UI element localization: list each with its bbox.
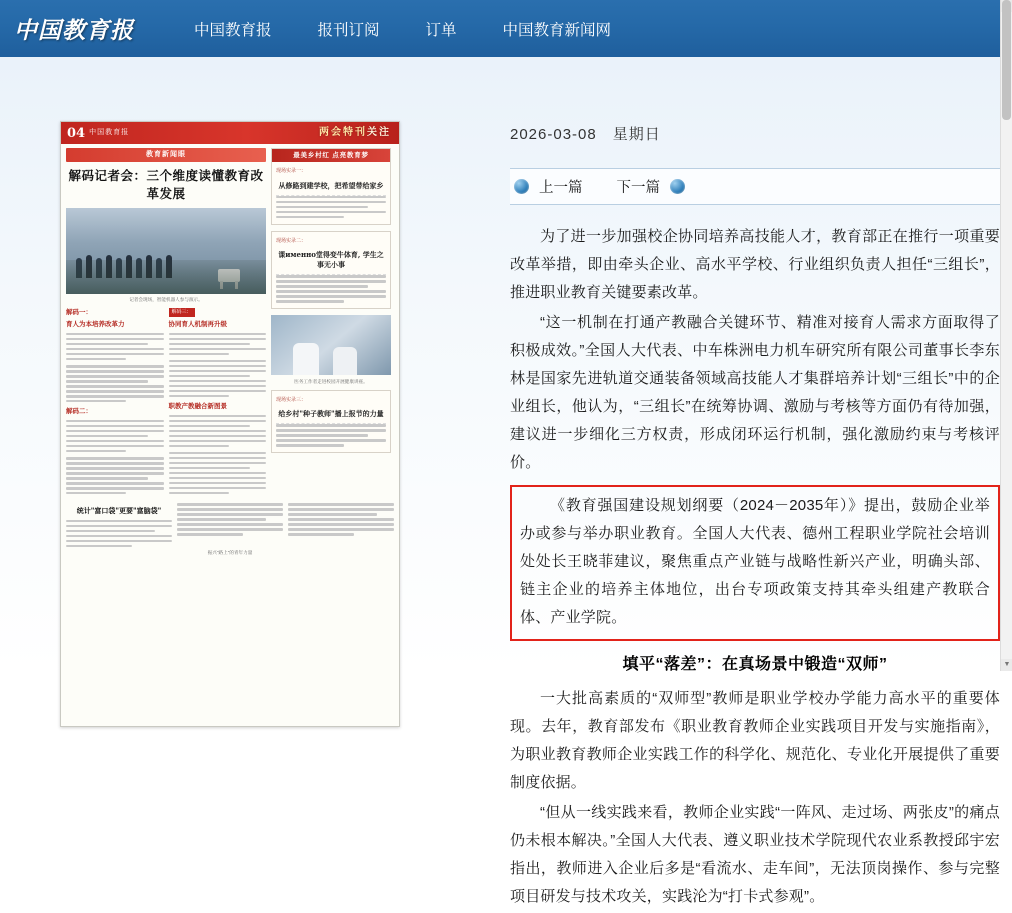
newspaper-side-column — [271, 148, 391, 499]
newspaper-sub-title: 协同育人机制再升级 — [168, 320, 227, 329]
newspaper-eyebrow: 教育新闻眼 — [66, 148, 266, 162]
article-paragraph: “这一机制在打通产教融合关键环节、精准对接育人需求方面取得了积极成效。”全国人大代表、中车株洲电力机车研究所有限公司董事长李东林是国家先进轨道交通装备领域高技能人才集群培养计划“三组长”中的企业组长，他认为，“三组长”在统筹协调、激励与考核等方面仍有待加强，建议进一步细化三方权责，形成闭环运行机制，强化激励约束与考核评价。 — [510, 314, 1000, 471]
nav-item-subscription[interactable]: 报刊订阅 — [317, 21, 380, 39]
photo-figures — [76, 255, 172, 278]
newspaper-text-column-1 — [66, 308, 164, 499]
next-article-link[interactable]: 下一篇 — [616, 180, 660, 196]
article-paragraph: 一大批高素质的“双师型”教师是职业学校办学能力高水平的重要体现。去年，教育部发布《职业教育教师企业实践项目开发与实施指南》，为职业教育教师企业实践工作的科学化、规范化、专业化开展提供了重要制度依据。 — [510, 690, 1000, 791]
newspaper-content — [61, 144, 399, 499]
side-card-body — [272, 391, 390, 452]
doctor-figure-shape — [333, 347, 357, 375]
newspaper-sub-title: 育人为本培养改革力 — [66, 320, 125, 329]
side-card-body — [272, 232, 390, 308]
newspaper-side-card — [271, 231, 391, 309]
main-nav — [194, 18, 611, 40]
scrollbar-thumb[interactable] — [1002, 0, 1011, 120]
article-body — [510, 223, 1000, 911]
newspaper-headline: 解码记者会：三个维度读懂教育改革发展 — [68, 168, 264, 202]
newspaper-text-column-2 — [169, 308, 267, 499]
site-header — [0, 0, 1012, 57]
page-body — [0, 57, 1012, 905]
newspaper-side-photo — [271, 315, 391, 375]
nav-item-news-site[interactable]: 中国教育新闻网 — [502, 21, 612, 39]
prev-icon[interactable] — [514, 179, 529, 194]
nav-item-paper[interactable]: 中国教育报 — [194, 21, 272, 39]
newspaper-side-card — [271, 148, 391, 225]
site-logo[interactable]: 中国教育报 — [14, 17, 134, 44]
prev-article-link[interactable]: 上一篇 — [539, 180, 583, 196]
newspaper-sub-title: 职教产教融合新图景 — [168, 402, 227, 411]
page-scrollbar[interactable] — [1000, 0, 1012, 671]
newspaper-side-card — [271, 390, 391, 453]
newspaper-label-tag: 解码三： — [169, 308, 195, 317]
paper-name: 中国教育报 — [89, 128, 130, 136]
newspaper-text-columns — [66, 308, 266, 499]
side-card-label: 现场实录一： — [276, 168, 307, 175]
next-icon[interactable] — [670, 179, 685, 194]
article-paragraph: 为了进一步加强校企协同培养高技能人才，教育部正在推行一项重要改革举措，即由牵头企业、高水平学校、行业组织负责人担任“三组长”，推进职业教育关键要素改革。 — [510, 228, 1000, 301]
article-paragraph: “但从一线实践来看，教师企业实践“一阵风、走过场、两张皮”的痛点仍未根本解决。”全国人大代表、遵义职业技术学院现代农业系教授邱宇宏指出，教师进入企业后多是“看流水、走车间”，无法顶岗操作、参与完整项目研发与技术攻关，实践沦为“打卡式参观”。 — [510, 804, 1000, 905]
article-pager — [510, 168, 1000, 205]
nav-item-orders[interactable]: 订单 — [425, 21, 457, 39]
newspaper-page-image[interactable] — [60, 121, 400, 727]
article-date: 2026-03-08 星期日 — [510, 126, 661, 143]
side-card-label: 现场实录三： — [276, 396, 307, 403]
scroll-down-icon[interactable]: ▼ — [1001, 659, 1012, 671]
side-card-header: 最美乡村红 点亮教育梦 — [272, 149, 390, 162]
article-highlighted-paragraph: 《教育强国建设规划纲要（2024－2035年）》提出，鼓励企业举办或参与举办职业教育。全国人大代表、德州工程职业学院社会培训处处长王晓菲建议，聚焦重点产业链与战略性新兴产业，明确头部、链主企业的培养主体地位，出台专项政策支持其牵头组建产教联合体、产业学院。 — [510, 485, 1000, 641]
page-number: 04 — [67, 125, 86, 141]
side-card-title: 从修路到建学校，把希望带给家乡 — [276, 177, 386, 196]
side-card-body — [272, 162, 390, 223]
newspaper-bottom-headline: 统计"富口袋"更要"富脑袋" — [76, 506, 162, 516]
newspaper-side-photo-caption: 医务工作者走进校园开展健康讲座。 — [294, 379, 368, 385]
newspaper-sub-heading: 解码二： — [66, 407, 92, 416]
section-tag: 两会特刊关注 — [319, 126, 391, 138]
newspaper-photo-caption: 记者会现场，智能机器人参与演示。 — [129, 297, 203, 303]
robot-dog-shape — [218, 269, 240, 282]
newspaper-bottom-caption: 振兴"路上"的青年力量 — [207, 549, 253, 555]
newspaper-bottom-block — [61, 499, 399, 566]
side-card-label: 现场实录二： — [276, 237, 307, 244]
newspaper-page-column — [60, 121, 400, 727]
side-card-title: 给乡村"种子教师"播上报节的力量 — [276, 405, 386, 424]
article-column — [510, 123, 1000, 913]
article-section-title: 填平“落差”：在真场景中锻造“双师” — [622, 656, 888, 673]
newspaper-main-column — [66, 148, 266, 499]
newspaper-sub-heading: 解码一： — [66, 308, 92, 317]
side-card-title: 课именно堂得变牛体育, 学生之事无小事 — [276, 246, 386, 275]
newspaper-lead-photo — [66, 208, 266, 294]
newspaper-masthead — [61, 122, 399, 144]
doctor-figure-shape — [293, 343, 319, 375]
